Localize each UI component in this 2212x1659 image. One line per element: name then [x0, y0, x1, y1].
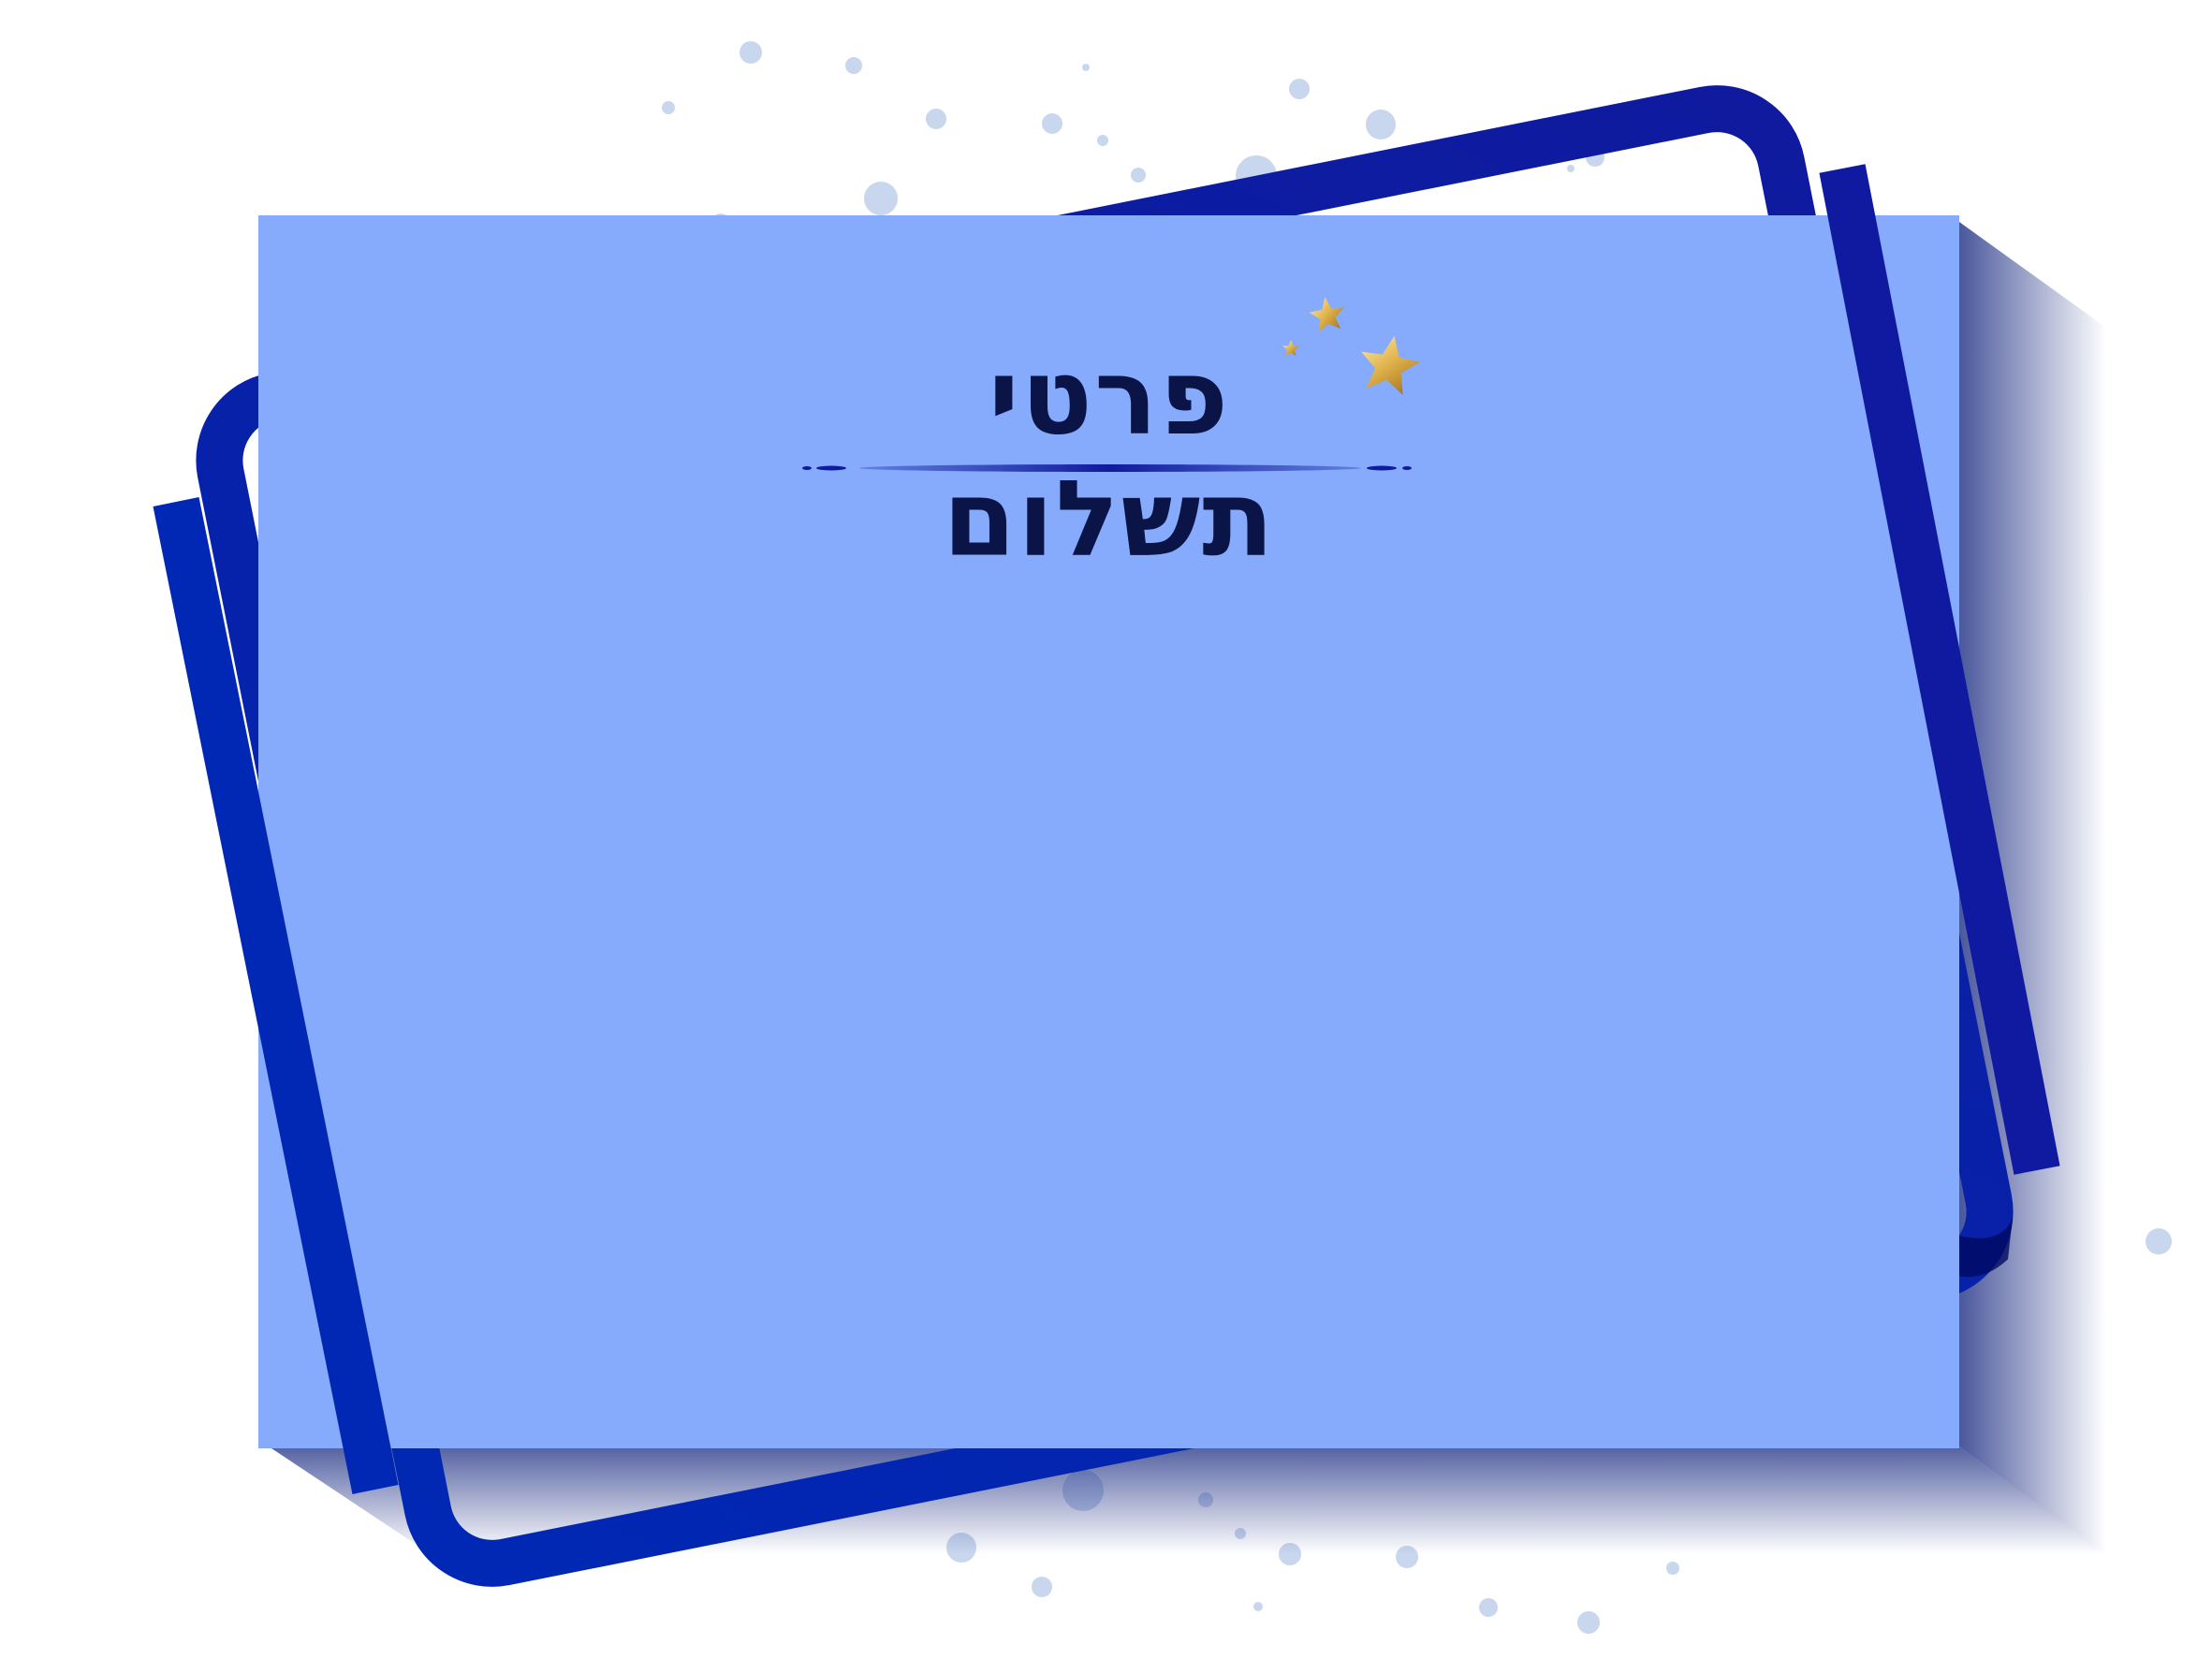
page-title: פרטי תשלום	[943, 337, 1276, 580]
title-container	[805, 337, 1414, 580]
